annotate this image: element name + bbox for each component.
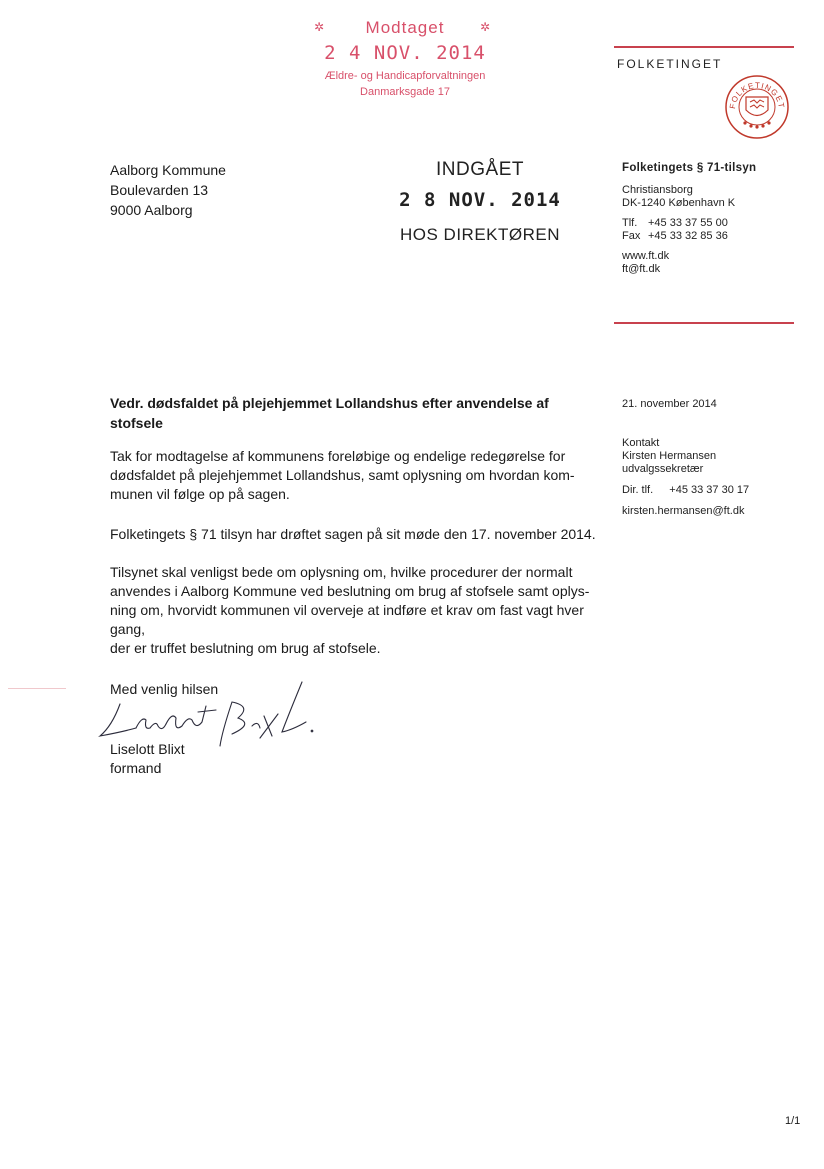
recipient-city: 9000 Aalborg bbox=[110, 202, 193, 218]
folketinget-seal-icon bbox=[724, 74, 790, 140]
paragraph-2 bbox=[110, 525, 610, 544]
signer-block bbox=[110, 740, 185, 778]
closing: Med venlig hilsen bbox=[110, 681, 219, 697]
indgaaet-stamp bbox=[390, 159, 570, 245]
received-stamp-date: 2 4 NOV. 2014 bbox=[324, 42, 486, 64]
sender-phone-label: Tlf. bbox=[622, 217, 638, 229]
contact-title: udvalgssekretær bbox=[622, 463, 704, 475]
direct-phone-row bbox=[622, 484, 812, 497]
direct-phone: +45 33 37 30 17 bbox=[669, 484, 750, 496]
sender-phone-row bbox=[622, 217, 812, 230]
sender-web: www.ft.dk bbox=[622, 250, 670, 262]
paragraph-1-line2: dødsfaldet på plejehjemmet Lollandshus, samt oplysning om hvordan kom- bbox=[110, 467, 575, 483]
recipient-street: Boulevarden 13 bbox=[110, 182, 209, 198]
header-rule-bottom bbox=[614, 322, 794, 324]
page-number: 1/1 bbox=[785, 1115, 801, 1127]
sender-phone: +45 33 37 55 00 bbox=[648, 217, 728, 229]
margin-mark bbox=[8, 688, 66, 689]
paragraph-1-line1: Tak for modtagelse af kommunens foreløbige og endelige redegørelse for bbox=[110, 448, 566, 464]
paragraph-1-line3: munen vil følge op på sagen. bbox=[110, 486, 290, 502]
paragraph-3-line2: anvendes i Aalborg Kommune ved beslutning om brug af stofsele samt oplys- bbox=[110, 583, 590, 599]
letter-date: 21. november 2014 bbox=[622, 398, 717, 410]
received-stamp bbox=[300, 18, 510, 100]
meta-block bbox=[622, 398, 812, 518]
indgaaet-stamp-title: INDGÅET bbox=[436, 159, 524, 180]
sender-address1: Christiansborg bbox=[622, 184, 693, 196]
stamp-star-icon: ✲ bbox=[479, 20, 490, 34]
sender-fax-row bbox=[622, 230, 812, 243]
seal-text: FOLKETINGET bbox=[727, 80, 787, 110]
sender-email: ft@ft.dk bbox=[622, 263, 661, 275]
sender-fax-label: Fax bbox=[622, 230, 641, 242]
signer-name: Liselott Blixt bbox=[110, 741, 185, 757]
contact-label: Kontakt bbox=[622, 437, 660, 449]
paragraph-3 bbox=[110, 563, 620, 658]
header-rule-top bbox=[614, 46, 794, 48]
sender-committee: Folketingets § 71-tilsyn bbox=[622, 162, 757, 174]
received-stamp-line1: Ældre- og Handicapforvaltningen bbox=[324, 70, 486, 82]
paragraph-2-line1: Folketingets § 71 tilsyn har drøftet sagen på sit møde den 17. november 2014. bbox=[110, 526, 596, 542]
sender-address2: DK-1240 København K bbox=[622, 197, 736, 209]
org-name: FOLKETINGET bbox=[617, 57, 723, 71]
signer-title: formand bbox=[110, 760, 162, 776]
svg-text:FOLKETINGET bbox=[728, 81, 786, 109]
paragraph-1 bbox=[110, 447, 610, 504]
sender-fax: +45 33 32 85 36 bbox=[648, 230, 728, 242]
subject-line1: Vedr. dødsfaldet på plejehjemmet Lollandshus efter anvendelse af bbox=[110, 395, 549, 411]
stamp-star-icon: ✲ bbox=[314, 20, 325, 34]
indgaaet-stamp-subtitle: HOS DIREKTØREN bbox=[399, 225, 561, 244]
sender-block bbox=[622, 162, 812, 276]
paragraph-3-line3: ning om, hvorvidt kommunen vil overveje at indføre et krav om fast vagt hver gang, bbox=[110, 602, 584, 637]
indgaaet-stamp-date: 2 8 NOV. 2014 bbox=[399, 189, 561, 211]
contact-name: Kirsten Hermansen bbox=[622, 450, 717, 462]
received-stamp-title: Modtaget bbox=[365, 18, 445, 37]
recipient-name: Aalborg Kommune bbox=[110, 162, 226, 178]
received-stamp-line2: Danmarksgade 17 bbox=[360, 86, 450, 98]
subject-line2: stofsele bbox=[110, 415, 163, 431]
paragraph-3-line4: der er truffet beslutning om brug af stofsele. bbox=[110, 640, 381, 656]
direct-phone-label: Dir. tlf. bbox=[622, 484, 654, 496]
recipient-address bbox=[110, 160, 226, 220]
contact-email: kirsten.hermansen@ft.dk bbox=[622, 505, 745, 517]
letter-subject bbox=[110, 393, 600, 433]
paragraph-3-line1: Tilsynet skal venligst bede om oplysning om, hvilke procedurer der normalt bbox=[110, 564, 573, 580]
